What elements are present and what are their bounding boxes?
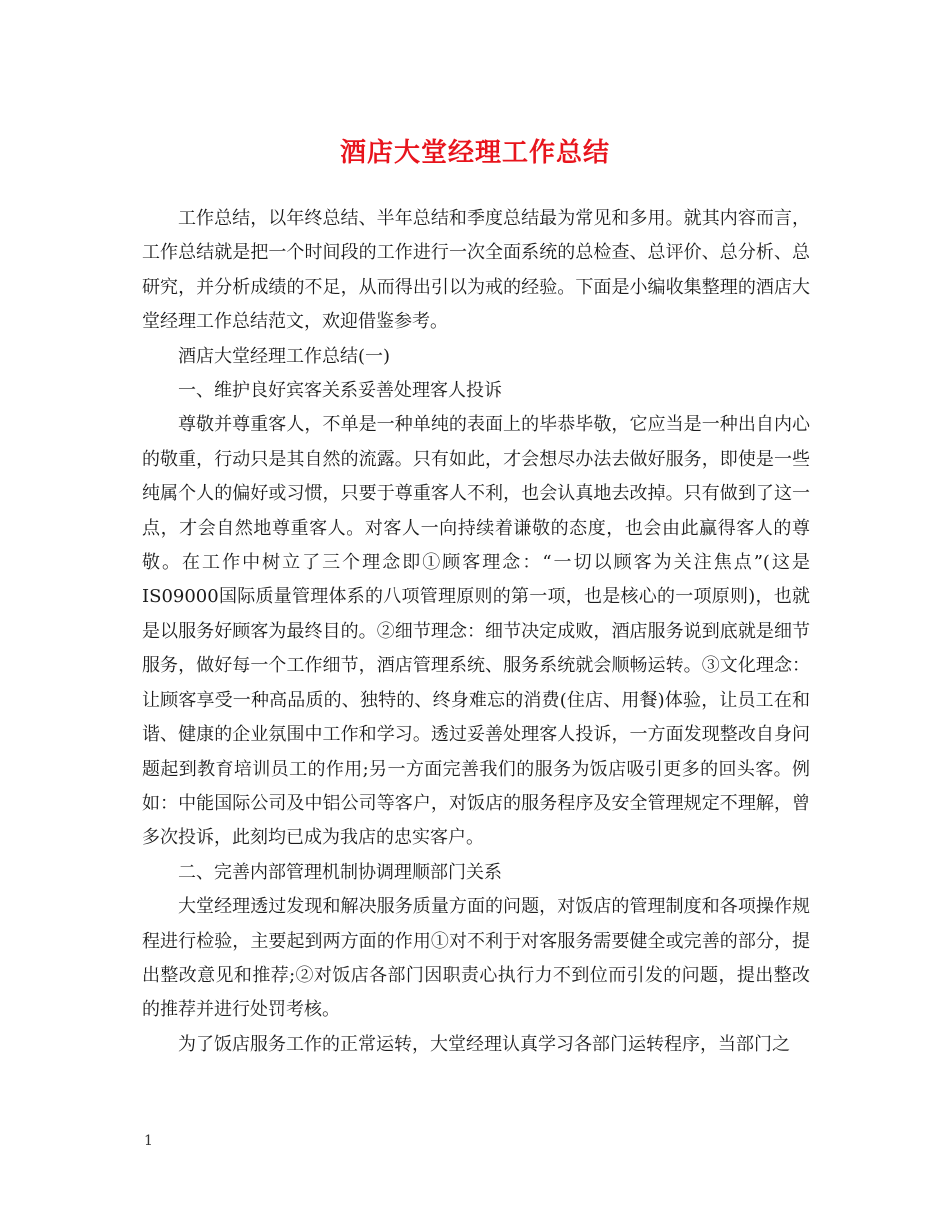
paragraph-subtitle: 酒店大堂经理工作总结(一) xyxy=(178,345,391,367)
document-title: 酒店大堂经理工作总结 xyxy=(339,138,610,168)
section-heading-1: 一、维护良好宾客关系妥善处理客人投诉 xyxy=(178,380,502,402)
document-body xyxy=(142,202,810,1062)
paragraph-section-1: 尊敬并尊重客人，不单是一种单纯的表面上的毕恭毕敬，它应当是一种出自内心的敬重，行动只是其自然的流露。只有如此，才会想尽办法去做好服务，即使是一些纯属个人的偏好或习惯，只要于尊重客人不利，也会认真地去改掉。只有做到了这一点，才会自然地尊重客人。对客人一向持续着谦敬的态度，也会由此赢得客人的尊敬。在工作中树立了三个理念即①顾客理念：“一切以顾客为关注焦点”(这是IS09000国际质量管理体系的八项管理原则的第一项，也是核心的一项原则)，也就是以服务好顾客为最终目的。②细节理念：细节决定成败，酒店服务说到底就是细节服务，做好每一个工作细节，酒店管理系统、服务系统就会顺畅运转。③文化理念：让顾客享受一种高品质的、独特的、终身难忘的消费(住店、用餐)体验，让员工在和谐、健康的企业氛围中工作和学习。透过妥善处理客人投诉，一方面发现整改自身问题起到教育培训员工的作用;另一方面完善我们的服务为饭店吸引更多的回头客。例如：中能国际公司及中铝公司等客户，对饭店的服务程序及安全管理规定不理解，曾多次投诉，此刻均已成为我店的忠实客户。 xyxy=(142,414,810,849)
paragraph-intro: 工作总结，以年终总结、半年总结和季度总结最为常见和多用。就其内容而言，工作总结就是把一个时间段的工作进行一次全面系统的总检查、总评价、总分析、总研究，并分析成绩的不足，从而得出引以为戒的经验。下面是小编收集整理的酒店大堂经理工作总结范文，欢迎借鉴参考。 xyxy=(142,208,810,333)
section-heading-2: 二、完善内部管理机制协调理顺部门关系 xyxy=(178,861,502,883)
page-number: 1 xyxy=(144,1133,153,1149)
paragraph-section-2: 大堂经理透过发现和解决服务质量方面的问题，对饭店的管理制度和各项操作规程进行检验，主要起到两方面的作用①对不利于对客服务需要健全或完善的部分，提出整改意见和推荐;②对饭店各部门因职责心执行力不到位而引发的问题，提出整改的推荐并进行处罚考核。 xyxy=(142,896,810,1021)
paragraph-continued: 为了饭店服务工作的正常运转，大堂经理认真学习各部门运转程序，当部门之 xyxy=(178,1033,790,1055)
